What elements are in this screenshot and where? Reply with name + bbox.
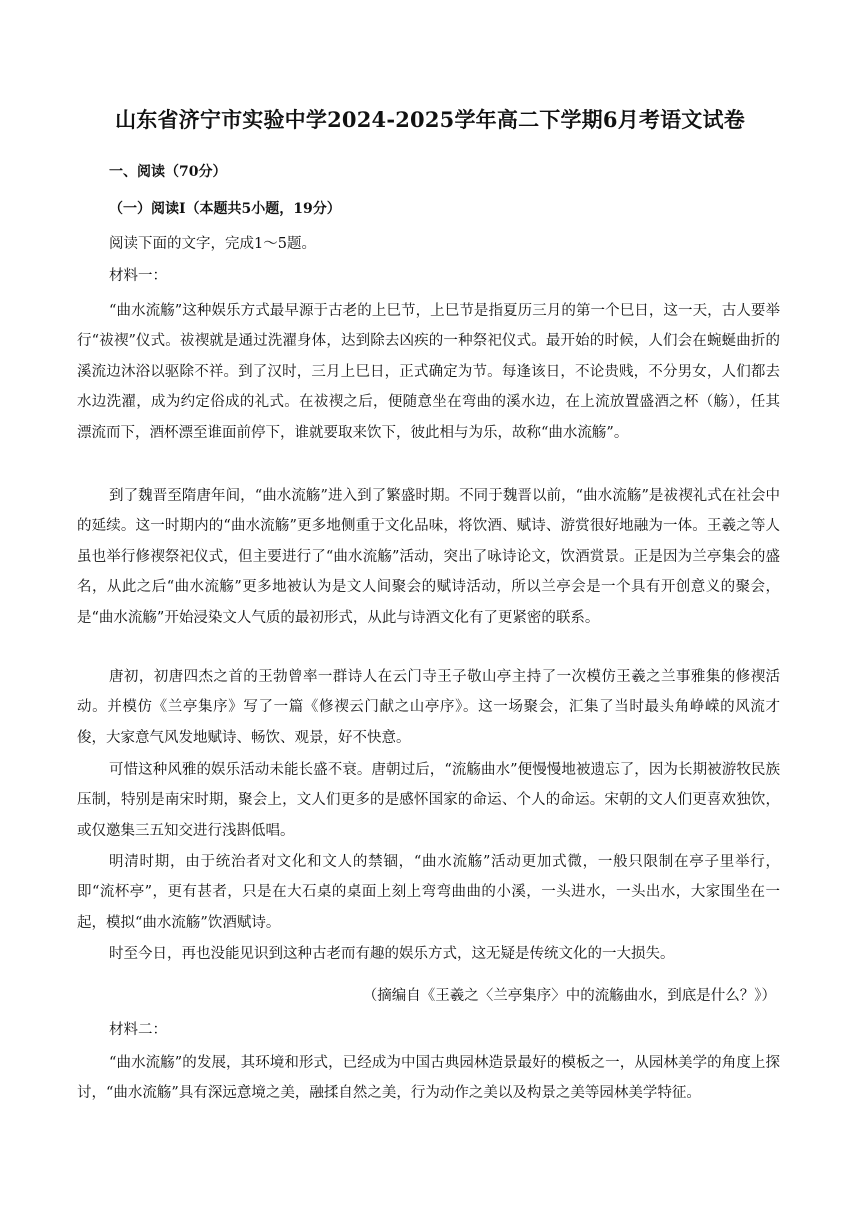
material1-paragraph: 明清时期，由于统治者对文化和文人的禁锢，“曲水流觞”活动更加式微，一般只限制在亭子里举行，即“流杯亭”，更有甚者，只是在大石桌的桌面上刻上弯弯曲曲的小溪，一头进水，一头出水，大家围坐在一起，模拟“曲水流觞”饮酒赋诗。 [77,854,780,931]
material1-paragraph: 唐初，初唐四杰之首的王勃曾率一群诗人在云门寺王子敬山亭主持了一次模仿王羲之兰事雅集的修禊活动。并模仿《兰亭集序》写了一篇《修禊云门献之山亭序》。这一场聚会，汇集了当时最头角峥嵘的风流才俊，大家意气风发地赋诗、畅饮、观景，好不快意。 [77,669,780,746]
material1-source: （摘编自《王羲之〈兰亭集序〉中的流觞曲水，到底是什么？》） [362,988,776,1004]
subsection-heading: （一）阅读Ⅰ（本题共5小题，19分） [109,201,341,217]
reading-instruction: 阅读下面的文字，完成1～5题。 [109,236,316,252]
exam-title: 山东省济宁市实验中学2024-2025学年高二下学期6月考语文试卷 [115,107,745,132]
section-heading: 一、阅读（70分） [109,164,227,180]
material1-paragraph: “曲水流觞”这种娱乐方式最早源于古老的上巳节，上巳节是指夏历三月的第一个巳日，这一天，古人要举行“祓禊”仪式。祓禊就是通过洗濯身体，达到除去凶疾的一种祭祀仪式。最开始的时候，人们会在蜿蜒曲折的溪流边沐浴以驱除不祥。到了汉时，三月上巳日，正式确定为节。每逢该日，不论贵贱，不分男女，人们都去水边洗濯，成为约定俗成的礼式。在祓禊之后，便随意坐在弯曲的溪水边，在上流放置盛酒之杯（觞），任其漂流而下，酒杯漂至谁面前停下，谁就要取来饮下，彼此相与为乐，故称“曲水流觞”。 [77,303,780,441]
material1-paragraph: 时至今日，再也没能见识到这种古老而有趣的娱乐方式，这无疑是传统文化的一大损失。 [109,946,675,962]
material2-paragraph: “曲水流觞”的发展，其环境和形式，已经成为中国古典园林造景最好的模板之一，从园林美学的角度上探讨，“曲水流觞”具有深远意境之美，融揉自然之美，行为动作之美以及构景之美等园林美学特征。 [77,1055,780,1102]
material2-label: 材料二： [109,1022,167,1038]
material1-label: 材料一： [109,268,167,284]
material1-paragraph: 可惜这种风雅的娱乐活动未能长盛不衰。唐朝过后，“流觞曲水”便慢慢地被遗忘了，因为长期被游牧民族压制，特别是南宋时期，聚会上，文人们更多的是感怀国家的命运、个人的命运。宋朝的文人们更喜欢独饮，或仅邀集三五知交进行浅斟低唱。 [77,762,780,839]
material1-paragraph: 到了魏晋至隋唐年间，“曲水流觞”进入到了繁盛时期。不同于魏晋以前，“曲水流觞”是祓禊礼式在社会中的延续。这一时期内的“曲水流觞”更多地侧重于文化品味，将饮酒、赋诗、游赏很好地融为一体。王羲之等人虽也举行修禊祭祀仪式，但主要进行了“曲水流觞”活动，突出了咏诗论文，饮酒赏景。正是因为兰亭集会的盛名，从此之后“曲水流觞”更多地被认为是文人间聚会的赋诗活动，所以兰亭会是一个具有开创意义的聚会，是“曲水流觞”开始浸染文人气质的最初形式，从此与诗酒文化有了更紧密的联系。 [77,488,780,626]
